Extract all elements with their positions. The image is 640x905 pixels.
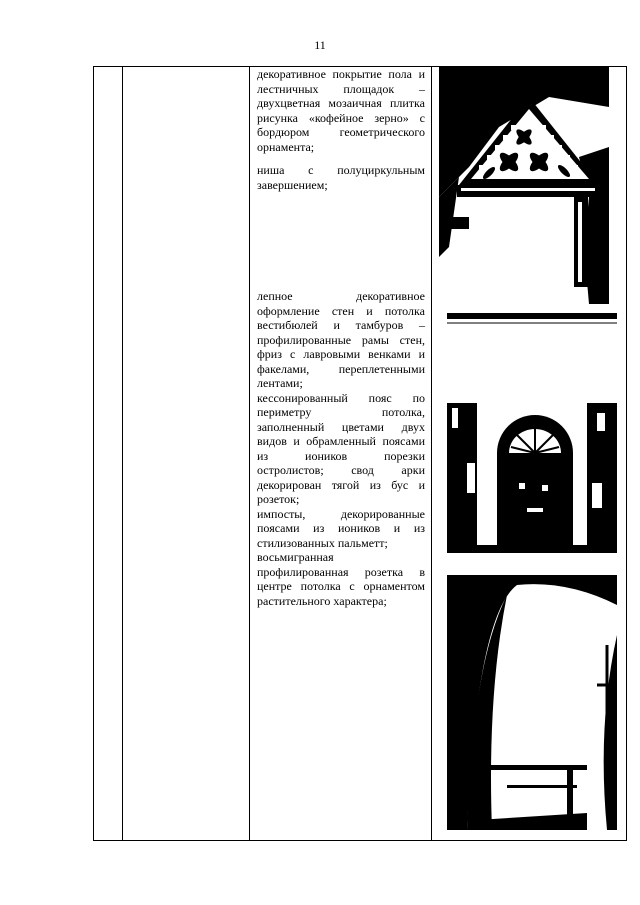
description-stucco-decor: лепное декоративное оформление стен и потолка вестибюлей и тамбуров – профилированные рамы стен, фриз с лавровыми венками и факелами, переплетенными лентами;	[257, 289, 425, 390]
description-ceiling-rosette: восьмигранная профилированная розетка в центре потолка с орнаментом растительного характера;	[257, 550, 425, 608]
photo-vaulted-ceiling	[447, 575, 617, 830]
description-niche: ниша с полуциркульным завершением;	[257, 163, 425, 192]
description-coffered-belt: кессонированный пояс по периметру потолка, заполненный цветами двух видов и обрамленный поясами из иоников порезки остролистов; свод арки декорирован тягой из бус и розеток;	[257, 390, 425, 506]
name-cell	[123, 67, 250, 841]
page-number: 11	[314, 38, 326, 52]
description-cell	[250, 67, 432, 841]
features-table	[93, 66, 627, 841]
photo-mosaic-pediment	[439, 67, 609, 304]
description-imposts: импосты, декорированные поясами из иоников и из стилизованных пальметт;	[257, 506, 425, 550]
photo-cell	[432, 67, 627, 841]
description-floor-mosaic: декоративное покрытие пола и лестничных площадок – двухцветная мозаичная плитка рисунка «кофейное зерно» с бордюром геометрического орнамента;	[257, 67, 425, 154]
photo-vestibule-arch	[447, 313, 617, 560]
table-row	[94, 67, 627, 841]
index-cell	[94, 67, 123, 841]
